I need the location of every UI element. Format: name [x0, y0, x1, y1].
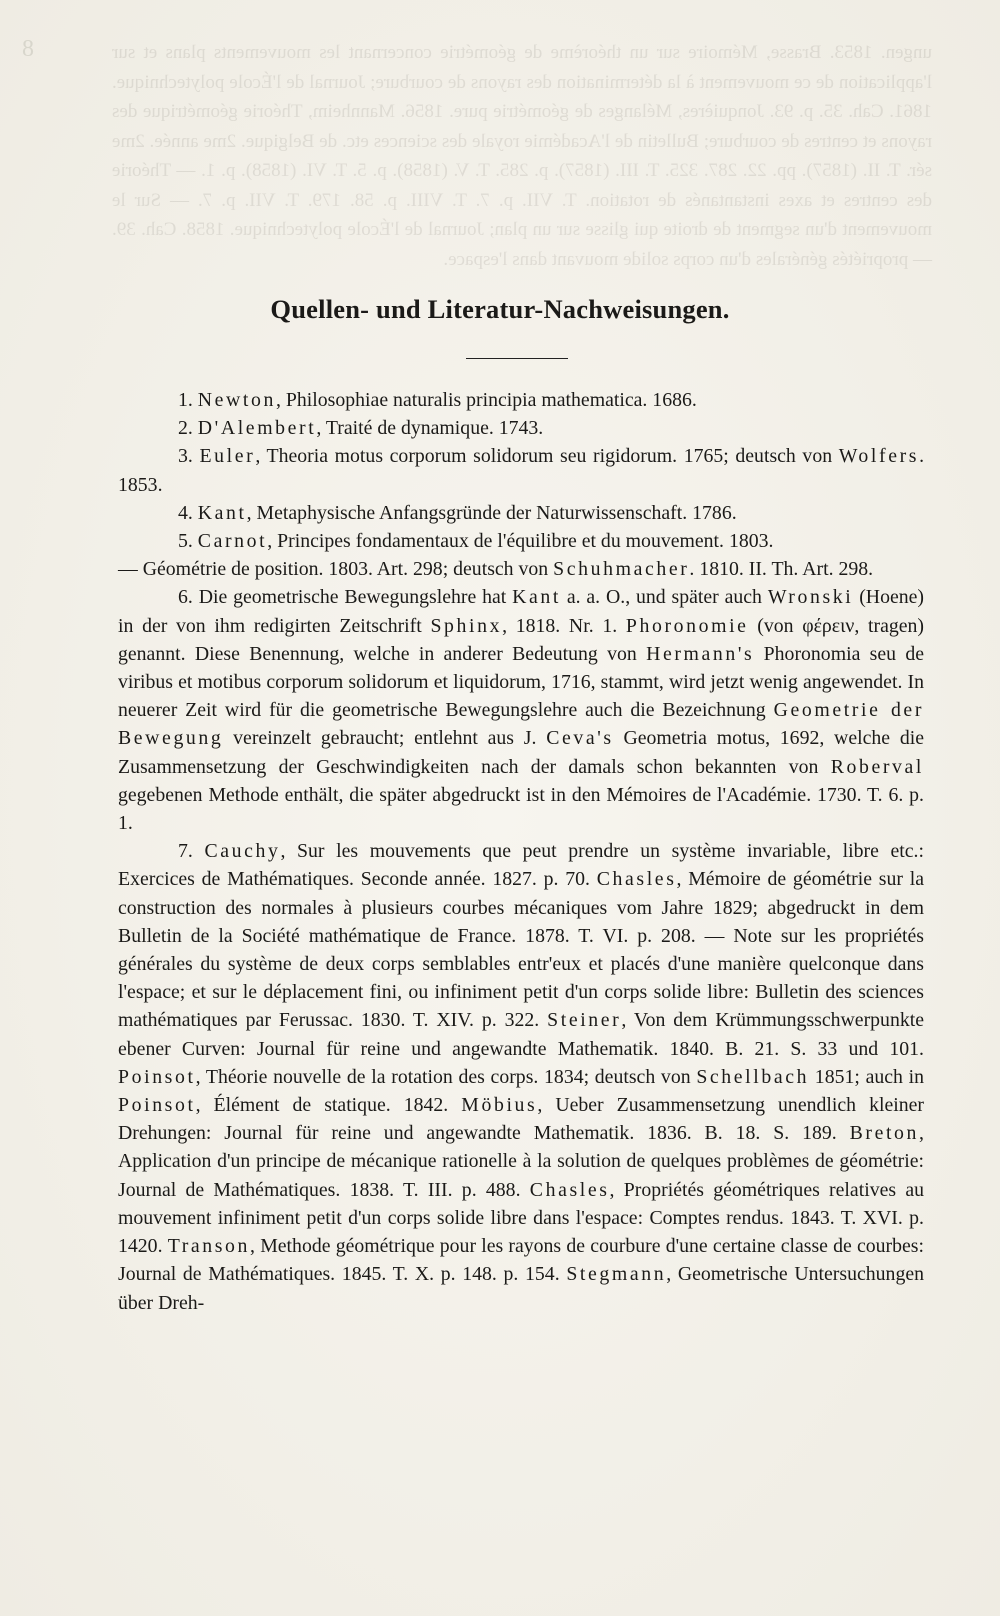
bleed-through-text: ungen. 1853. Brasse, Mémoire sur un théorème de géométrie concernant les mouvements plans et sur l'application de ce mouvement à la détermination des rayons de courbure; Journal de l'École polytechnique. 1861. Cah. 35. p. 93. Jonquières, Mélanges de géométrie pure. 1856. Mannheim, Théorie géométrique des rayons et centres de courbure; Bulletin de l'Académie royale des sciences etc. de Belgique. 2me année. 2me sér. T. II. (1857). pp. 22. 287. 325. T. III. (1857). p. 285. T. V. (1858). p. 5. T. VI. (1858). p. 1. — Théorie des centres et axes instantanés de rotation. T. VII. p. 7. T. VIII. p. 58. 179. T. VII. p. 7. — Sur le mouvement d'un segment de droite qui glisse sur un plan; Journal de l'École polytechnique. 1858. Cah. 39. — propriétés générales d'un corps solide mouvant dans l'espace.	[107, 42, 932, 270]
reference-text: , Traité de dynamique. 1743.	[316, 417, 544, 440]
author-name: Schellbach	[696, 1065, 810, 1088]
reference-text: , Propriétés géométriques relatives au mouvement infiniment petit d'un corps solide libre dans l'espace: Comptes rendus. 1843. T. XVI. p. 1420.	[118, 1178, 924, 1258]
reference-text: Geometria motus, 1692, welche die Zusammensetzung der Geschwindigkeiten nach der damals schon bekannten von	[118, 727, 924, 778]
reference-text: , Théorie nouvelle de la rotation des corps. 1834; deutsch von	[195, 1065, 697, 1088]
reference-text: , Ueber Zusammensetzung unendlich kleiner Drehungen: Journal für reine und angewandte Mathematik. 1836. B. 18. S. 189.	[118, 1094, 925, 1145]
author-name: Geometrie der Bewegung	[118, 699, 925, 750]
author-name: Steiner	[547, 1009, 622, 1032]
reference-1	[118, 386, 924, 414]
reference-text: , Application d'un principe de mécanique rationelle à la solution de quelques problèmes de géométrie: Journal de Mathématiques. 1838. T. III. p. 488.	[118, 1122, 924, 1201]
reference-text: , Principes fondamentaux de l'équilibre et du mouvement. 1803.	[267, 530, 774, 553]
author-name: Kant	[512, 586, 561, 609]
reference-text: 7.	[178, 840, 205, 863]
reference-text: , Theoria motus corporum solidorum seu rigidorum. 1765; deutsch von	[255, 445, 839, 468]
reference-text: — Géométrie de position. 1803. Art. 298; deutsch von	[118, 558, 554, 581]
author-name: Sphinx	[430, 614, 503, 637]
reference-text: , Metaphysische Anfangsgründe der Naturwissenschaft. 1786.	[246, 501, 737, 524]
reference-text: a. a. O., und später auch	[560, 586, 768, 609]
author-name: Poinsot	[118, 1094, 196, 1117]
author-name: Kant	[197, 501, 247, 524]
author-name: Chasles	[529, 1178, 610, 1201]
reference-text: , 1818. Nr. 1.	[502, 614, 626, 637]
author-name: Breton	[849, 1122, 920, 1145]
author-name: Chasles	[596, 868, 677, 891]
reference-text: . 1853.	[118, 445, 925, 496]
author-name: Euler	[199, 445, 256, 468]
reference-text: , Geometrische Untersuchungen über Dreh-	[118, 1263, 925, 1314]
reference-text: 2.	[178, 417, 198, 440]
reference-text: , Sur les mouvements que peut prendre un système invariable, libre etc.: Exercices de Mathématiques. Seconde année. 1827. p. 70.	[118, 840, 925, 891]
author-name: Wronski	[767, 586, 854, 609]
reference-7	[118, 837, 924, 1316]
reference-3	[118, 442, 924, 498]
reference-text: 4.	[178, 501, 198, 524]
reference-text: , Methode géométrique pour les rayons de courbure d'une certaine classe de courbes: Journal de Mathématiques. 1845. T. X. p. 148. p. 154.	[118, 1235, 925, 1286]
reference-text: (Hoene) in der von ihm redigirten Zeitschrift	[118, 586, 924, 637]
reference-text: . 1810. II. Th. Art. 298.	[689, 558, 874, 581]
author-name: Phoronomie	[625, 614, 749, 637]
author-name: Schuhmacher	[553, 558, 690, 581]
reference-5-continued	[118, 555, 924, 583]
reference-text: , Philosophiae naturalis principia mathematica. 1686.	[276, 389, 697, 411]
author-name: Transon	[167, 1235, 251, 1258]
author-name: Poinsot	[118, 1065, 196, 1088]
author-name: Stegmann	[566, 1263, 667, 1286]
reference-text: vereinzelt gebraucht; entlehnt aus J.	[223, 727, 547, 750]
author-name: Roberval	[830, 755, 924, 778]
author-name: Newton	[197, 389, 277, 411]
reference-5	[118, 527, 924, 555]
references-body	[118, 386, 924, 1317]
reference-2	[118, 414, 924, 442]
reference-text: , Élément de statique. 1842.	[195, 1094, 462, 1117]
reference-text: 5.	[178, 530, 198, 553]
reference-text: 6. Die geometrische Bewegungslehre hat	[178, 586, 513, 609]
author-name: D'Alembert	[197, 417, 317, 440]
author-name: Cauchy	[204, 840, 281, 863]
reference-text: 3.	[178, 445, 200, 468]
page-title: Quellen- und Literatur-Nachweisungen.	[270, 294, 730, 324]
reference-6	[118, 583, 924, 837]
bleed-through-page-number: 8	[22, 36, 34, 62]
title-divider	[466, 358, 568, 359]
reference-text: 1.	[178, 389, 198, 411]
reference-text: (von φέρειν, tragen) genannt. Diese Benennung, welche in anderer Bedeutung von	[118, 614, 924, 665]
author-name: Hermann's	[646, 642, 755, 665]
reference-text: , Von dem Krümmungsschwerpunkte ebener Curven: Journal für reine und angewandte Mathematik. 1840. B. 21. S. 33 und 101.	[118, 1009, 924, 1060]
author-name: Wolfers	[838, 445, 920, 468]
reference-text: 1851; auch in	[809, 1065, 925, 1088]
reference-text: , Mémoire de géométrie sur la construction des normales à plusieurs courbes mécaniques vom Jahre 1829; abgedruckt in dem Bulletin de la Société mathématique de France. 1878. T. VI. p. 208. — Note sur les propriétés générales du système de deux corps semblables entr'eux et placés d'une manière quelconque dans l'espace; et sur le déplacement fini, ou infiniment petit d'un corps solide libre: Bulletin des sciences mathématiques par Ferussac. 1830. T. XIV. p. 322.	[118, 868, 925, 1032]
reference-text: gegebenen Methode enthält, die später abgedruckt ist in den Mémoires de l'Académie. 1730. T. 6. p. 1.	[118, 783, 924, 835]
author-name: Möbius	[461, 1094, 538, 1117]
author-name: Carnot	[197, 530, 268, 553]
reference-4	[118, 499, 924, 527]
reference-text: Phoronomia seu de viribus et motibus corporum solidorum et liquidorum, 1716, stammt, wird jetzt wenig angewendet. In neuerer Zeit wird für die geometrische Bewegungslehre auch die Bezeichnung	[118, 642, 924, 722]
author-name: Ceva's	[546, 727, 614, 750]
